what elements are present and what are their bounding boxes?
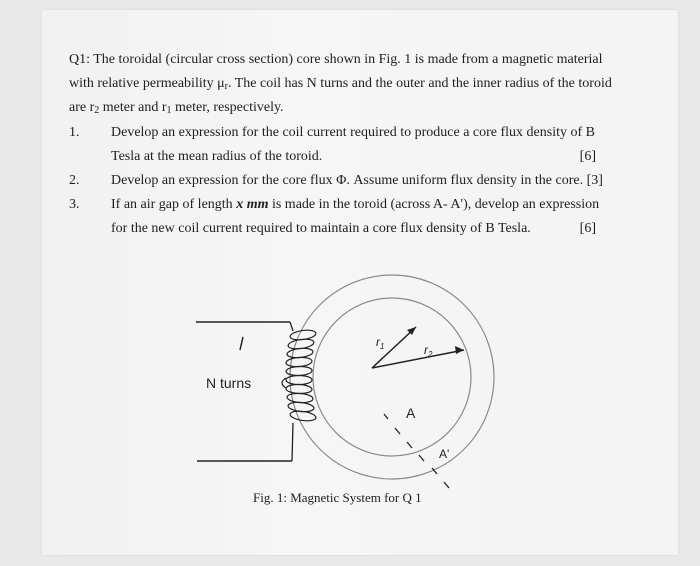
r1-label: $r_1$: [376, 335, 385, 351]
item-2-line-1: Develop an expression for the core flux Φ. Assume uniform flux density in the core. [3]: [111, 173, 603, 188]
item-3-marks: [6]: [579, 221, 596, 236]
coil-windings: [282, 329, 316, 423]
item-1-marks: [6]: [579, 149, 596, 164]
inner-ring: [313, 298, 471, 456]
r2-label: $r_2$: [424, 343, 433, 359]
question-line-3: are $r_2$ meter and $r_1$ meter, respectively.: [69, 100, 284, 116]
item-number-3: 3.: [69, 197, 80, 212]
a-label: A: [406, 405, 416, 421]
question-line-1: Q1: The toroidal (circular cross section) core shown in Fig. 1 is made from a magnetic material: [69, 52, 603, 67]
n-turns-label: N turns: [206, 375, 252, 391]
tick-mark: [240, 337, 243, 350]
item-3-line-2: for the new coil current required to maintain a core flux density of B Tesla.: [111, 221, 531, 236]
item-number-1: 1.: [69, 125, 80, 140]
item-3-line-1: If an air gap of length x mm is made in the toroid (across A- A'), develop an expression: [111, 197, 600, 212]
figure-caption: Fig. 1: Magnetic System for Q 1: [253, 490, 422, 505]
item-number-2: 2.: [69, 173, 80, 188]
item-1-line-1: Develop an expression for the coil current required to produce a core flux density of B: [111, 125, 595, 140]
question-line-2: with relative permeability $\mu_r$. The coil has N turns and the outer and the inner radius of the toroid: [69, 76, 612, 92]
a-prime-label: A': [439, 447, 450, 461]
radius-arrows: [372, 327, 464, 368]
outer-ring: [290, 275, 494, 479]
item-1-line-2: Tesla at the mean radius of the toroid.: [111, 149, 323, 164]
